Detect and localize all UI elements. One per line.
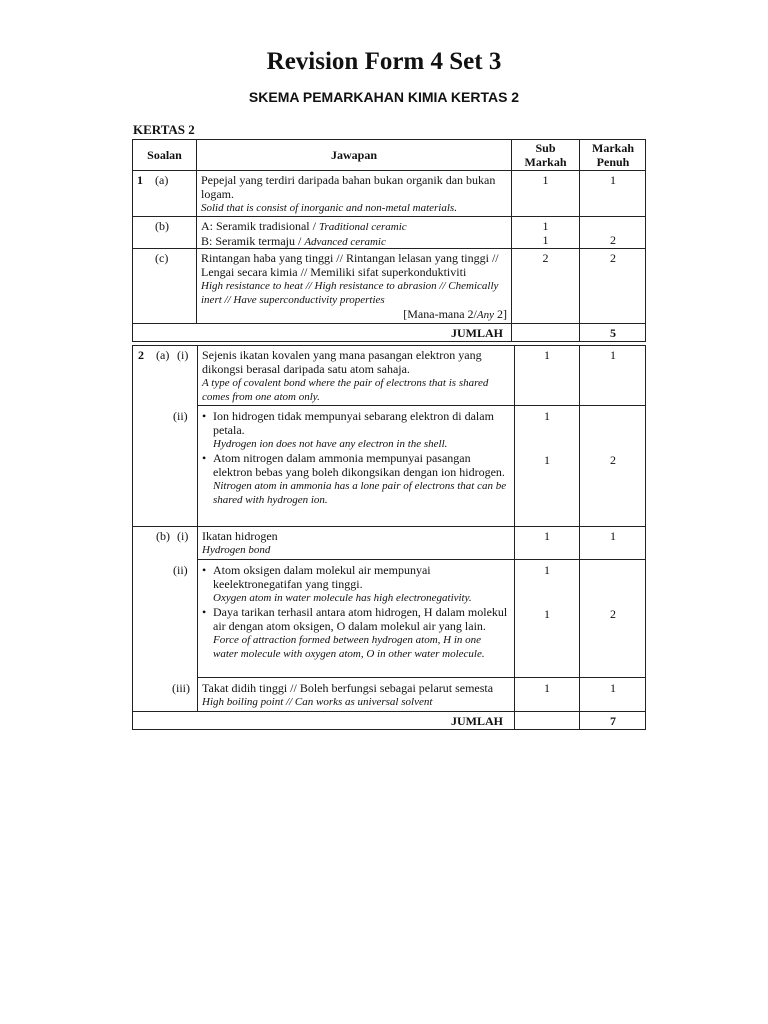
subpart-label: (ii) [173,563,188,577]
full-mark: 1 [610,529,616,543]
sub-mark: 2 [542,251,549,265]
sub-mark: 1 [544,607,550,621]
part-label: (b) [156,529,170,543]
answer-1b: A: Seramik tradisional / Traditional ceramic B: Seramik termaju / Advanced ceramic [201,219,407,248]
full-mark: 2 [610,251,616,265]
question-number: 2 [138,348,144,362]
subpart-label: (i) [177,348,189,362]
divider [132,526,646,527]
part-label: (a) [156,348,170,362]
divider [197,405,646,406]
divider [132,711,646,712]
full-mark: 1 [610,681,616,695]
divider [197,559,646,560]
total-label: JUMLAH [451,714,503,728]
total-value: 5 [610,326,616,340]
sub-mark: 1 [544,681,550,695]
full-mark: 2 [610,607,616,621]
answer-2bi: Ikatan hidrogen Hydrogen bond [202,529,278,556]
total-value: 7 [610,714,616,728]
header-sub-markah: Sub Markah [524,141,567,169]
header-soalan: Soalan [147,148,182,162]
bullet-point: • Ion hidrogen tidak mempunyai sebarang elektron di dalam petala. Hydrogen ion does not have any electron in the shell. [202,409,508,451]
subpart-label: (iii) [172,681,190,695]
answer-2aii [202,409,508,507]
divider [197,677,646,678]
sub-mark: 1 [544,453,550,467]
sub-mark: 1 [544,409,550,423]
divider [196,139,197,323]
answer-2biii: Takat didih tinggi // Boleh berfungsi sebagai pelarut semesta High boiling point // Can works as universal solvent [202,681,494,708]
sub-mark: 1 [542,173,549,187]
page-title: Revision Form 4 Set 3 [266,48,502,75]
question-number: 1 [137,173,143,187]
sub-mark: 1 [544,348,550,362]
header-jawapan: Jawapan [330,148,377,162]
sub-mark: 1 [544,529,550,543]
part-label: (c) [155,251,169,265]
page-subtitle: SKEMA PEMARKAHAN KIMIA KERTAS 2 [248,89,520,105]
subpart-label: (ii) [173,409,188,423]
divider [197,345,198,711]
bullet-point: • Atom nitrogen dalam ammonia mempunyai pasangan elektron bebas yang boleh dikongsikan dengan ion hidrogen. Nitrogen atom in ammonia has a lone pair of electrons that can be shared with hydrogen ion. [202,451,508,507]
section-label: KERTAS 2 [133,122,195,137]
full-mark: 1 [610,348,616,362]
divider [132,170,646,171]
sub-mark: 1 [542,219,549,233]
sub-mark: 1 [544,563,550,577]
total-label: JUMLAH [451,326,503,340]
sub-mark: 1 [542,233,549,247]
answer-1c: Rintangan haba yang tinggi // Rintangan lelasan yang tinggi // Lengai secara kimia // Memiliki sifat superkonduktiviti High resistance to heat // High resistance to abrasion // Chemically inert // Have superconductivity properties [Mana-mana 2/Any 2] [201,251,507,321]
answer-2ai: Sejenis ikatan kovalen yang mana pasangan elektron yang dikongsi berasal daripada satu atom sahaja. A type of covalent bond where the pair of electrons that is shared comes from one atom only. [202,348,489,403]
full-mark: 2 [610,453,616,467]
header-markah-penuh: Markah Penuh [592,141,634,169]
full-mark: 1 [610,173,616,187]
answer-1a: Pepejal yang terdiri daripada bahan bukan organik dan bukan logam. Solid that is consist of inorganic and non-metal materials. [201,173,496,214]
divider [132,323,646,324]
bullet-point: • Atom oksigen dalam molekul air mempunyai keelektronegatifan yang tinggi. Oxygen atom in water molecule has high electronegativity. [202,563,508,605]
part-label: (a) [155,173,169,187]
part-label: (b) [155,219,169,233]
full-mark: 2 [610,233,616,247]
subpart-label: (i) [177,529,189,543]
answer-2bii [202,563,508,661]
bullet-point: • Daya tarikan terhasil antara atom hidrogen, H dalam molekul air dengan atom oksigen, O dalam molekul air yang lain. Force of attraction formed between hydrogen atom, H in one water molecule with oxygen atom, O in other water molecule. [202,605,508,661]
divider [132,216,646,217]
